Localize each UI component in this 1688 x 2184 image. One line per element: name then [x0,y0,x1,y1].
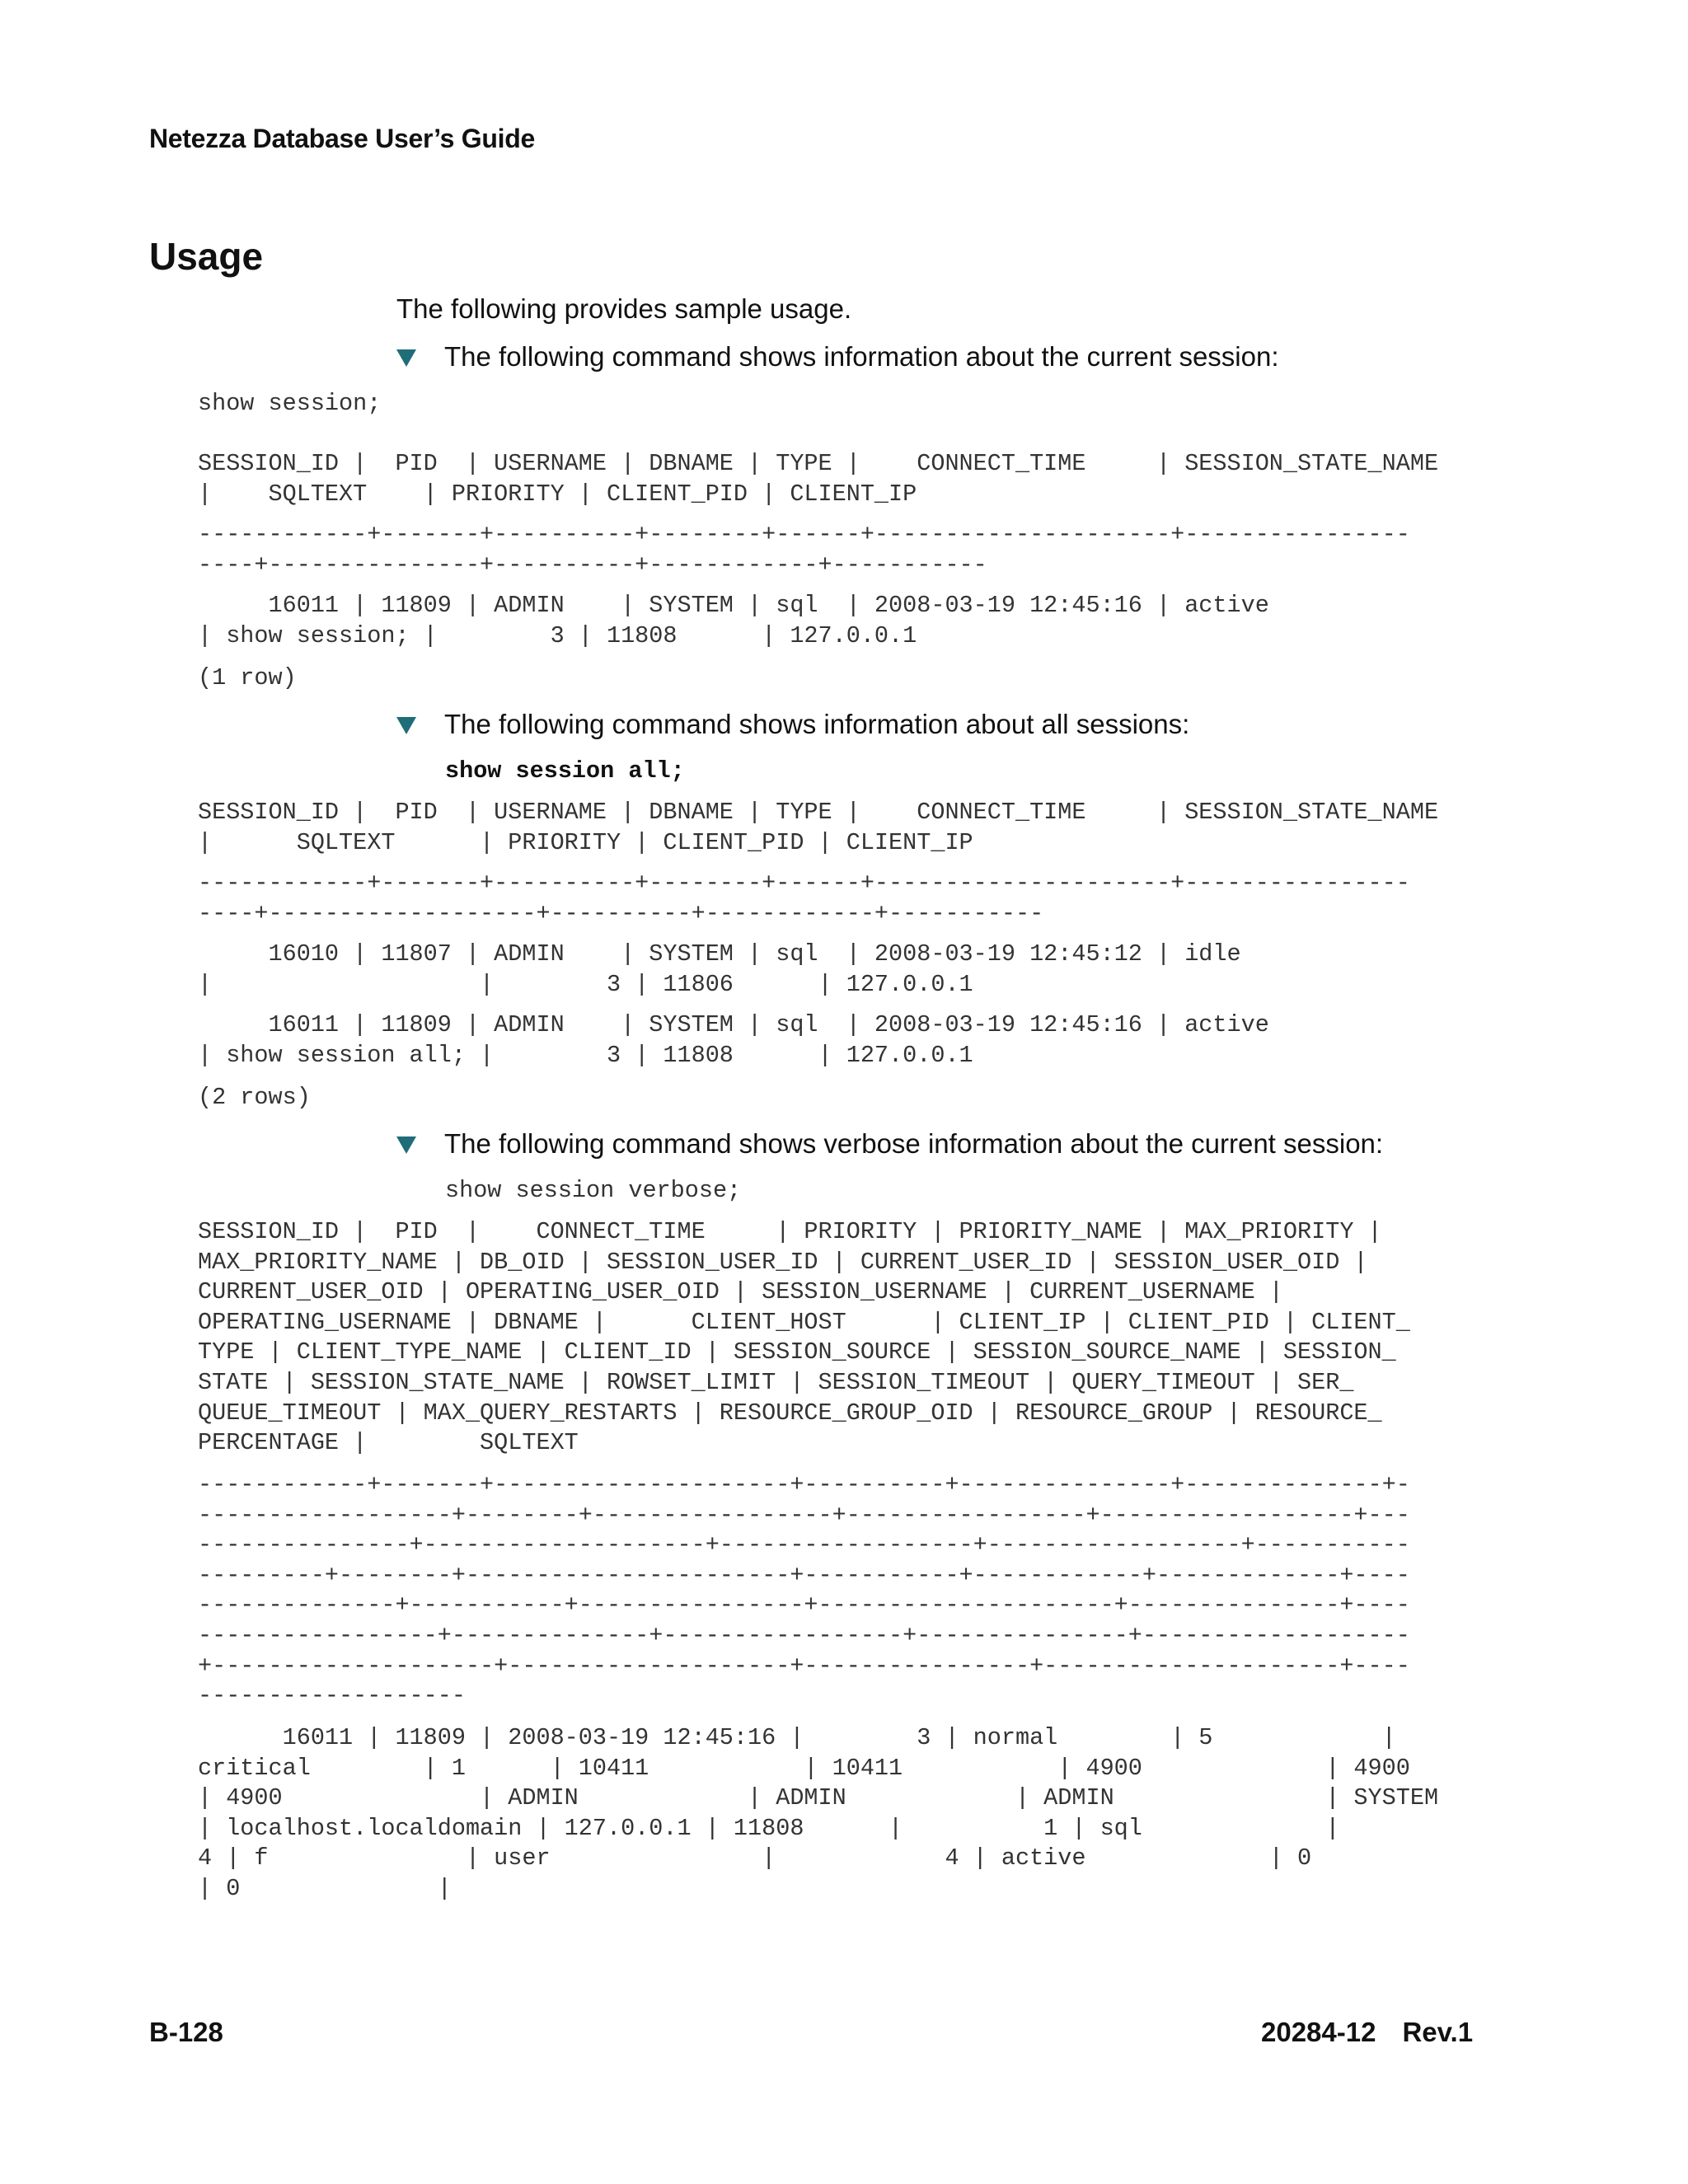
result-separator: ------------+-------+----------+--------+------+---------------------+---------------- ----+---------------+----------+------------+----------- [198,521,1410,579]
intro-text: The following provides sample usage. [396,293,852,324]
triangle-bullet-icon [396,1137,416,1154]
result-row: 16011 | 11809 | 2008-03-19 12:45:16 | 3 | normal | 5 | critical | 1 | 10411 | 10411 | 4900 | 4900 | 4900 | ADMIN | ADMIN | ADMIN | SYSTEM | localhost.localdomain | 127.0.0.1 | 11808 | 1 | sql | 4 | f | user | 4 | active | 0 | 0 | [198,1724,1439,1902]
result-header: SESSION_ID | PID | USERNAME | DBNAME | TYPE | CONNECT_TIME | SESSION_STATE_NAME | SQLTEXT | PRIORITY | CLIENT_PID | CLIENT_IP [198,799,1439,856]
command-show-session-verbose: show session verbose; [445,1177,742,1204]
row-count: (1 row) [198,664,297,691]
bullet-text: The following command shows verbose information about the current session: [444,1128,1384,1159]
example-bullet-all-sessions [396,709,1189,740]
document-title: Netezza Database User’s Guide [149,124,535,153]
result-separator: ------------+-------+----------+--------+------+---------------------+---------------- ----+-------------------+----------+------------+----------- [198,869,1410,927]
result-row: 16011 | 11809 | ADMIN | SYSTEM | sql | 2008-03-19 12:45:16 | active | show session; | 3 | 11808 | 127.0.0.1 [198,592,1269,649]
doc-revision [1261,2017,1473,2048]
command-show-session: show session; [198,390,382,417]
result-row: 16011 | 11809 | ADMIN | SYSTEM | sql | 2008-03-19 12:45:16 | active | show session all; | 3 | 11808 | 127.0.0.1 [198,1011,1269,1069]
section-heading: Usage [149,235,264,278]
example-bullet-current-session [396,341,1279,373]
revision: Rev.1 [1402,2017,1474,2047]
row-count: (2 rows) [198,1084,311,1111]
page-number: B-128 [149,2017,223,2047]
result-row: 16010 | 11807 | ADMIN | SYSTEM | sql | 2008-03-19 12:45:12 | idle | | 3 | 11806 | 127.0.0.1 [198,940,1241,998]
result-header: SESSION_ID | PID | USERNAME | DBNAME | TYPE | CONNECT_TIME | SESSION_STATE_NAME | SQLTEXT | PRIORITY | CLIENT_PID | CLIENT_IP [198,450,1439,508]
bullet-text: The following command shows information about all sessions: [444,709,1190,739]
example-bullet-verbose [396,1128,1383,1160]
bullet-text: The following command shows information about the current session: [444,341,1279,372]
result-separator: ------------+-------+---------------------+----------+---------------+--------------+- ------------------+--------+-----------------+-----------------+------------------+--- ---------------+--------------------+------------------+------------------+----------- ---------+--------+-----------------------+-----------+------------+-------------+---- --------------+-----------+----------------+---------------------+---------------+---- -----------------+--------------+-----------------+---------------+------------------- +--------------------+--------------------+----------------+---------------------+---- ------------------- [198,1471,1410,1710]
result-header: SESSION_ID | PID | CONNECT_TIME | PRIORITY | PRIORITY_NAME | MAX_PRIORITY | MAX_PRIORITY_NAME | DB_OID | SESSION_USER_ID | CURRENT_USER_ID | SESSION_USER_OID | CURRENT_USER_OID | OPERATING_USER_OID | SESSION_USERNAME | CURRENT_USERNAME | OPERATING_USERNAME | DBNAME | CLIENT_HOST | CLIENT_IP | CLIENT_PID | CLIENT_ TYPE | CLIENT_TYPE_NAME | CLIENT_ID | SESSION_SOURCE | SESSION_SOURCE_NAME | SESSION_ STATE | SESSION_STATE_NAME | ROWSET_LIMIT | SESSION_TIMEOUT | QUERY_TIMEOUT | SER_ QUEUE_TIMEOUT | MAX_QUERY_RESTARTS | RESOURCE_GROUP_OID | RESOURCE_GROUP | RESOURCE_ PERCENTAGE | SQLTEXT [198,1218,1410,1457]
command-show-session-all: show session all; [445,757,685,785]
triangle-bullet-icon [396,349,416,367]
doc-number: 20284-12 [1261,2017,1376,2047]
triangle-bullet-icon [396,717,416,734]
